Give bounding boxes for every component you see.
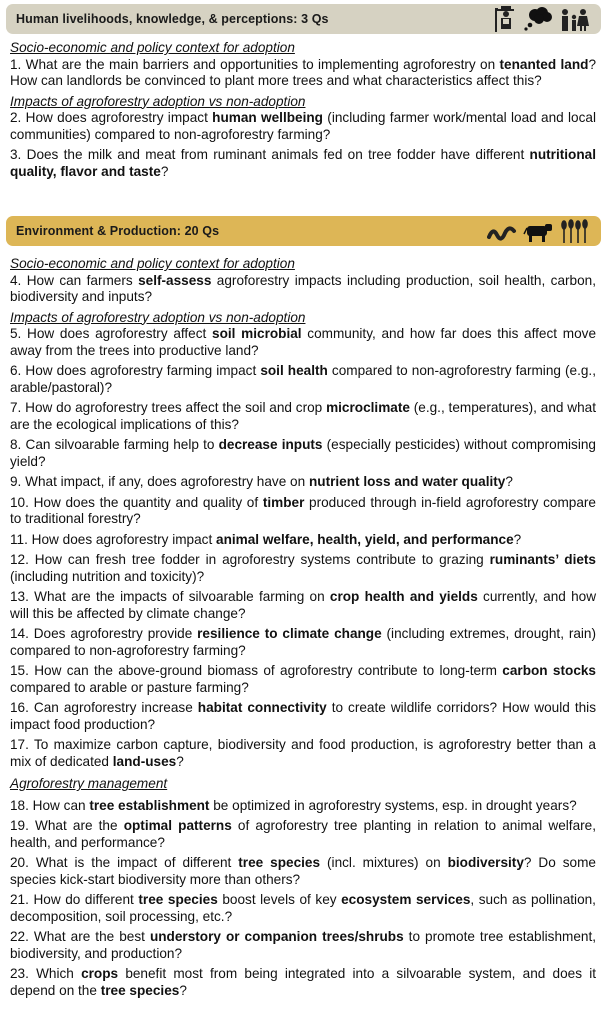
crops-icon [559,219,589,243]
env-subhead-management: Agroforestry management [10,776,168,791]
worm-icon [487,219,517,243]
human-section-banner [6,4,601,34]
question-13: 13. What are the impacts of silvoarable farming on crop health and yields currently, and how will this be affected by climate change? [10,589,597,621]
question-6: 6. How does agroforestry farming impact soil health compared to non-agroforestry farming (e.g., arable/pastoral)? [10,363,596,395]
question-15: 15. How can the above-ground biomass of agroforestry contribute to long-term carbon stocks compared to arable or pasture farming? [10,663,596,695]
cow-icon [523,219,553,243]
env-banner-icons [487,218,589,244]
farmer-icon [495,6,517,32]
question-14: 14. Does agroforestry provide resilience to climate change (including extremes, drought, rain) compared to non-agroforestry farming? [10,626,597,658]
question-20: 20. What is the impact of different tree species (incl. mixtures) on biodiversity? Do some species kick-start biodiversity more than others? [10,855,596,887]
env-section-banner [6,216,601,246]
env-questions [10,256,596,1003]
human-subhead-impacts: Impacts of agroforestry adoption vs non-adoption [10,93,306,109]
question-16: 16. Can agroforestry increase habitat connectivity to create wildlife corridors? How would this impact food production? [10,700,596,732]
question-5: 5. How does agroforestry affect soil microbial community, and how far does this affect move away from the trees into productive land? [10,326,596,358]
question-22: 22. What are the best understory or companion trees/shrubs to promote tree establishment, biodiversity, and production? [10,929,596,961]
question-7: 7. How do agroforestry trees affect the soil and crop microclimate (e.g., temperatures), and what are the ecological implications of this? [10,400,596,432]
question-4: 4. How can farmers self-assess agroforestry impacts including production, soil health, carbon, biodiversity and inputs? [10,272,596,304]
question-9: 9. What impact, if any, does agroforestry have on nutrient loss and water quality? [10,474,513,489]
question-12: 12. How can fresh tree fodder in agroforestry systems contribute to grazing ruminants’ diets (including nutrition and toxicity)? [10,552,596,584]
human-subhead-policy: Socio-economic and policy context for adoption [10,40,295,55]
family-icon [559,6,589,32]
question-11: 11. How does agroforestry impact animal welfare, health, yield, and performance? [10,531,522,547]
question-23: 23. Which crops benefit most from being integrated into a silvoarable system, and does it depend on the tree species? [10,966,596,998]
question-8: 8. Can silvoarable farming help to decrease inputs (especially pesticides) without compromising yield? [10,437,596,469]
env-banner-title: Environment & Production: 20 Qs [16,224,220,238]
human-banner-title: Human livelihoods, knowledge, & perceptions: 3 Qs [16,12,329,26]
question-10: 10. How does the quantity and quality of timber produced through in-field agroforestry compare to traditional forestry? [10,494,596,526]
env-subhead-policy: Socio-economic and policy context for adoption [10,256,295,271]
question-18: 18. How can tree establishment be optimized in agroforestry systems, esp. in drought years? [10,797,577,813]
env-subhead-impacts: Impacts of agroforestry adoption vs non-adoption [10,309,306,325]
question-2: 2. How does agroforestry impact human wellbeing (including farmer work/mental load and local communities) compared to non-agroforestry farming? [10,110,596,142]
question-21: 21. How do different tree species boost levels of key ecosystem services, such as pollination, decomposition, soil processing, etc.? [10,892,596,924]
question-1: 1. What are the main barriers and opportunities to implementing agroforestry on tenanted land? How can landlords be convinced to plant more trees and what characteristics affect this? [10,56,597,88]
human-questions [10,40,596,184]
question-3: 3. Does the milk and meat from ruminant animals fed on tree fodder have different nutritional quality, flavor and taste? [10,147,596,179]
question-17: 17. To maximize carbon capture, biodiversity and food production, is agroforestry better than a mix of dedicated land-uses? [10,737,596,769]
thought-cloud-icon [523,6,553,32]
question-19: 19. What are the optimal patterns of agroforestry tree planting in relation to animal welfare, health, and performance? [10,818,597,850]
human-banner-icons [495,6,589,32]
